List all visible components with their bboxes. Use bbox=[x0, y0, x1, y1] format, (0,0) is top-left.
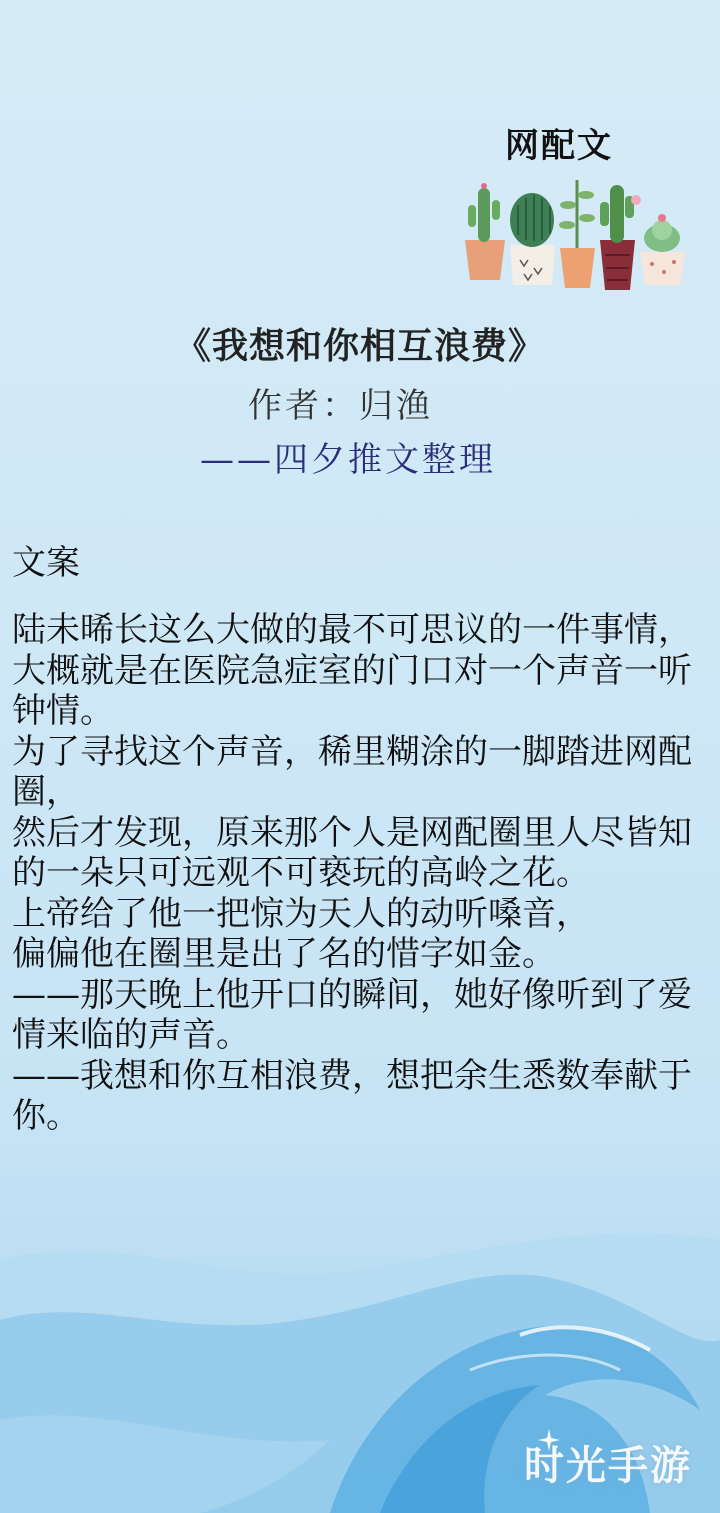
synopsis-paragraph: 大概就是在医院急症室的门口对一个声音一听钟情。 bbox=[12, 650, 692, 731]
synopsis-paragraph: 为了寻找这个声音，稀里糊涂的一脚踏进网配圈， bbox=[12, 731, 692, 812]
synopsis-paragraph: 然后才发现，原来那个人是网配圈里人尽皆知的一朵只可远观不可亵玩的高岭之花。 bbox=[12, 812, 692, 893]
synopsis-paragraph: 上帝给了他一把惊为天人的动听嗓音， bbox=[12, 893, 590, 934]
potted-cacti-illustration bbox=[460, 160, 690, 295]
organizer-line: ——四夕推文整理 bbox=[200, 440, 496, 480]
genre-tag: 网配文 bbox=[505, 126, 613, 166]
author-line: 作者：归渔 bbox=[248, 386, 433, 426]
synopsis-paragraph: ——我想和你互相浪费，想把余生悉数奉献于你。 bbox=[12, 1055, 692, 1136]
synopsis-paragraph: 偏偏他在圈里是出了名的惜字如金。 bbox=[12, 934, 556, 974]
book-title: 《我想和你相互浪费》 bbox=[174, 325, 545, 367]
synopsis-paragraph: ——那天晚上他开口的瞬间，她好像听到了爱情来临的声音。 bbox=[12, 974, 692, 1055]
synopsis-heading: 文案 bbox=[12, 543, 80, 583]
synopsis-paragraph: 陆未晞长这么大做的最不可思议的一件事情， bbox=[12, 610, 692, 650]
watermark: 时光手游 bbox=[524, 1443, 692, 1489]
synopsis-body bbox=[12, 610, 712, 1137]
